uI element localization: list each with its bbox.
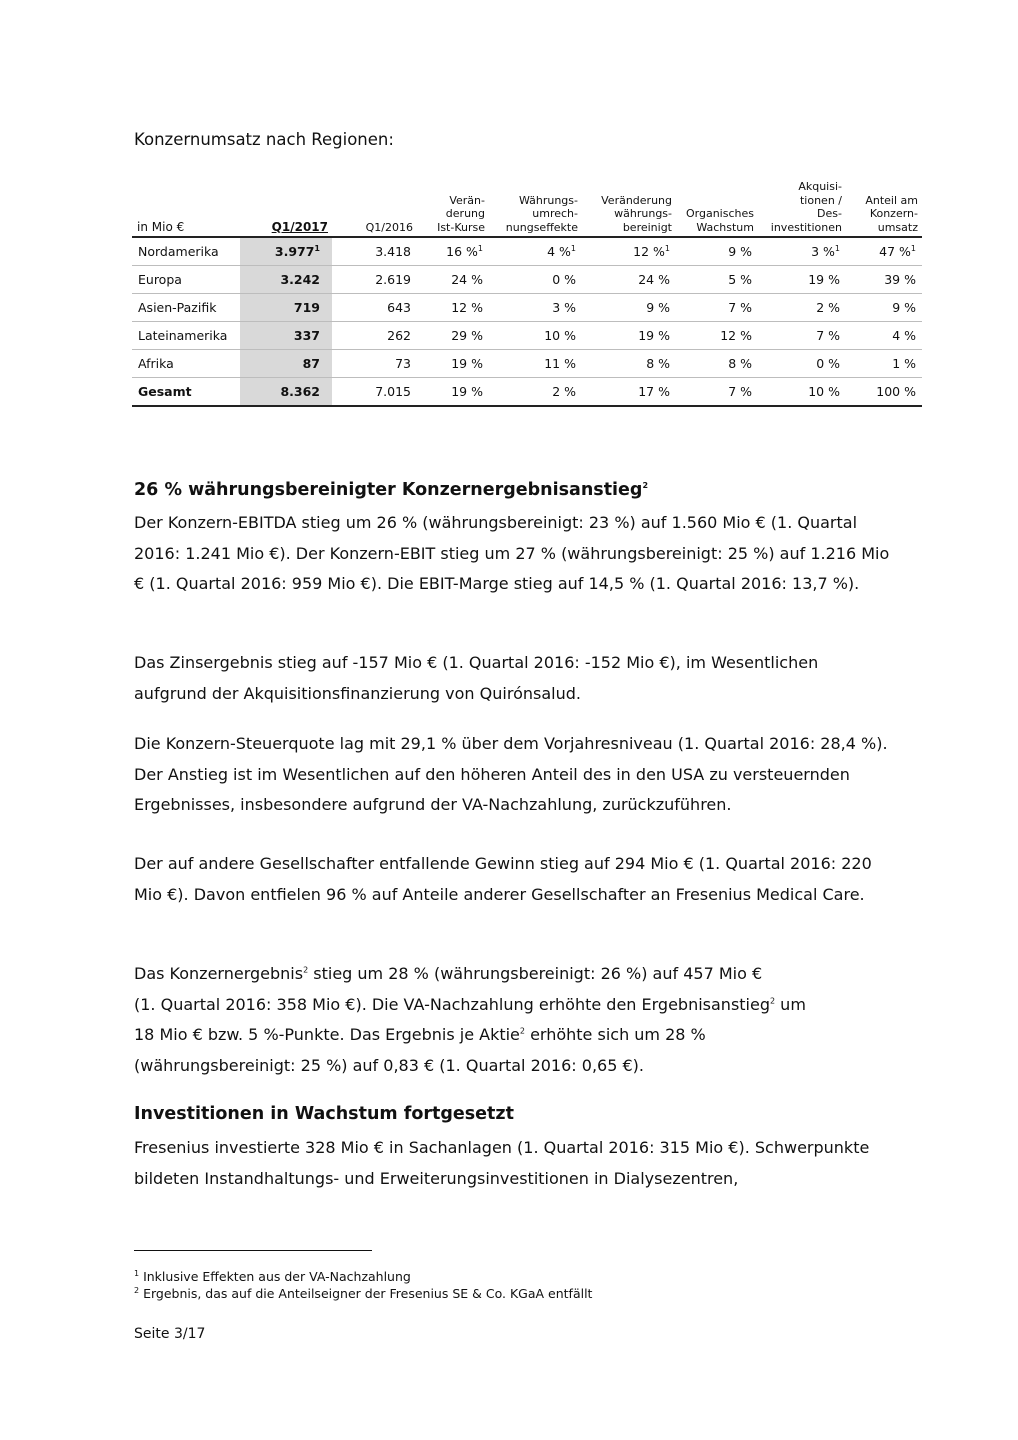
table-row — [132, 350, 922, 378]
table-cell: 4 %$^1$ — [489, 237, 582, 266]
table-cell: 3 % — [489, 294, 582, 322]
footnote-ref: 1 — [910, 243, 916, 253]
column-header: Veränderung währungs- bereinigt — [582, 172, 676, 237]
footnote-number: 2 — [134, 1285, 140, 1295]
table-cell: Gesamt — [132, 378, 240, 407]
table-cell: 3.242 — [240, 266, 332, 294]
table-cell: 7 % — [676, 378, 758, 407]
table-cell: 8 % — [676, 350, 758, 378]
table-cell: 29 % — [417, 322, 489, 350]
table-cell: 11 % — [489, 350, 582, 378]
net-income-text: 18 Mio € bzw. 5 %-Punkte. Das Ergebnis je Aktie — [134, 1025, 520, 1044]
column-header: Anteil am Konzern- umsatz — [846, 172, 922, 237]
table-cell: 3 %$^1$ — [758, 237, 846, 266]
table-cell: 2 % — [489, 378, 582, 407]
table-cell: 337 — [240, 322, 332, 350]
regional-sales-table — [132, 172, 922, 407]
footnote-ref: 2 — [519, 1026, 525, 1036]
table-cell: 2 % — [758, 294, 846, 322]
footnote-1 — [134, 1269, 411, 1284]
footnote-divider — [134, 1250, 372, 1251]
table-cell: 3.977$^1$ — [240, 237, 332, 266]
table-cell: 719 — [240, 294, 332, 322]
footnote-ref: 2 — [770, 996, 776, 1006]
table-row — [132, 322, 922, 350]
table-cell: 47 %$^1$ — [846, 237, 922, 266]
table-cell: 8.362 — [240, 378, 332, 407]
footnote-2 — [134, 1286, 592, 1301]
table-cell: 12 % — [417, 294, 489, 322]
heading-footnote-ref: 2 — [642, 481, 649, 491]
column-header: in Mio € — [132, 172, 240, 237]
table-row — [132, 294, 922, 322]
table-cell: 39 % — [846, 266, 922, 294]
net-income-text: erhöhte sich um 28 % — [524, 1025, 706, 1044]
table-title: Konzernumsatz nach Regionen: — [134, 130, 394, 149]
table-cell: 262 — [332, 322, 417, 350]
table-cell: 87 — [240, 350, 332, 378]
table-header-row — [132, 172, 922, 237]
paragraph-tax: Die Konzern-Steuerquote lag mit 29,1 % über dem Vorjahresniveau (1. Quartal 2016: 28,4 %). Der Anstieg ist im Wesentlichen auf den höheren Anteil des in den USA zu versteuernden Ergebnisses, insbesondere aufgrund der VA-Nachzahlung, zurückzuführen. — [134, 734, 888, 814]
column-header: Währungs- umrech- nungseffekte — [489, 172, 582, 237]
paragraph-interest: Das Zinsergebnis stieg auf -157 Mio € (1. Quartal 2016: -152 Mio €), im Wesentlichen aufgrund der Akquisitionsfinanzierung von Quirónsalud. — [134, 653, 819, 703]
column-header: Organisches Wachstum — [676, 172, 758, 237]
table-row — [132, 266, 922, 294]
table-body — [132, 237, 922, 406]
footnote-text: Ergebnis, das auf die Anteilseigner der Fresenius SE & Co. KGaA entfällt — [143, 1286, 593, 1301]
table-cell: 16 %$^1$ — [417, 237, 489, 266]
column-header: Q1/2016 — [332, 172, 417, 237]
section1-heading-text: 26 % währungsbereinigter Konzernergebnisanstieg — [134, 480, 643, 500]
table-cell: 7 % — [758, 322, 846, 350]
table-cell: 4 % — [846, 322, 922, 350]
footnote-ref: 1 — [314, 243, 320, 253]
footnote-ref: 1 — [664, 243, 670, 253]
table-cell: 1 % — [846, 350, 922, 378]
table-cell: 2.619 — [332, 266, 417, 294]
paragraph-investments: Fresenius investierte 328 Mio € in Sachanlagen (1. Quartal 2016: 315 Mio €). Schwerpunkte bildeten Instandhaltungs- und Erweiterungsinvestitionen in Dialysezentren, — [134, 1138, 870, 1188]
table-cell: Lateinamerika — [132, 322, 240, 350]
footnote-ref: 1 — [834, 243, 840, 253]
net-income-text: (währungsbereinigt: 25 %) auf 0,83 € (1. Quartal 2016: 0,65 €). — [134, 1055, 644, 1075]
table-cell: 19 % — [417, 378, 489, 407]
table-cell: 73 — [332, 350, 417, 378]
table-cell: 19 % — [417, 350, 489, 378]
paragraph-ebitda: Der Konzern-EBITDA stieg um 26 % (währungsbereinigt: 23 %) auf 1.560 Mio € (1. Quartal 2016: 1.241 Mio €). Der Konzern-EBIT stieg um 27 % (währungsbereinigt: 25 %) auf 1.216 Mio € (1. Quartal 2016: 959 Mio €). Die EBIT-Marge stieg auf 14,5 % (1. Quartal 2016: 13,7 %). — [134, 513, 890, 593]
column-header: Q1/2017 — [240, 172, 332, 237]
page-number: Seite 3/17 — [134, 1326, 206, 1342]
table-cell: 100 % — [846, 378, 922, 407]
table-cell: 24 % — [417, 266, 489, 294]
net-income-text: Das Konzernergebnis — [134, 964, 304, 983]
table-cell: 3.418 — [332, 237, 417, 266]
paragraph-net-income — [134, 959, 894, 1081]
table-cell: 19 % — [758, 266, 846, 294]
table-cell: Nordamerika — [132, 237, 240, 266]
table-row — [132, 237, 922, 266]
table-cell: Europa — [132, 266, 240, 294]
table-cell: 7.015 — [332, 378, 417, 407]
column-header: Verän- derung Ist-Kurse — [417, 172, 489, 237]
table-cell: 9 % — [846, 294, 922, 322]
table-cell: 7 % — [676, 294, 758, 322]
footnote-text: Inklusive Effekten aus der VA-Nachzahlung — [143, 1269, 411, 1284]
table-cell: 9 % — [676, 237, 758, 266]
footnote-ref: 2 — [303, 965, 309, 975]
section1-heading — [134, 480, 648, 500]
table-cell: 12 % — [676, 322, 758, 350]
paragraph-minority: Der auf andere Gesellschafter entfallende Gewinn stieg auf 294 Mio € (1. Quartal 2016: 220 Mio €). Davon entfielen 96 % auf Anteile anderer Gesellschafter an Fresenius Medical Care. — [134, 854, 872, 904]
table-cell: Afrika — [132, 350, 240, 378]
footnote-ref: 1 — [570, 243, 576, 253]
table-cell: 0 % — [758, 350, 846, 378]
table-cell: 9 % — [582, 294, 676, 322]
table-cell: Asien-Pazifik — [132, 294, 240, 322]
table-cell: 8 % — [582, 350, 676, 378]
section2-heading: Investitionen in Wachstum fortgesetzt — [134, 1104, 514, 1124]
table-cell: 19 % — [582, 322, 676, 350]
column-header: Akquisi- tionen / Des- investitionen — [758, 172, 846, 237]
net-income-text: stieg um 28 % (währungsbereinigt: 26 %) auf 457 Mio € — [308, 964, 763, 983]
table-cell: 10 % — [758, 378, 846, 407]
table-cell: 17 % — [582, 378, 676, 407]
table-cell: 10 % — [489, 322, 582, 350]
table-total-row — [132, 378, 922, 407]
net-income-text: (1. Quartal 2016: 358 Mio €). Die VA-Nachzahlung erhöhte den Ergebnisanstieg — [134, 994, 770, 1014]
table-cell: 5 % — [676, 266, 758, 294]
table-cell: 0 % — [489, 266, 582, 294]
table-cell: 12 %$^1$ — [582, 237, 676, 266]
footnote-number: 1 — [134, 1268, 140, 1278]
table-cell: 643 — [332, 294, 417, 322]
net-income-text: um — [775, 994, 806, 1014]
table-cell: 24 % — [582, 266, 676, 294]
footnote-ref: 1 — [477, 243, 483, 253]
